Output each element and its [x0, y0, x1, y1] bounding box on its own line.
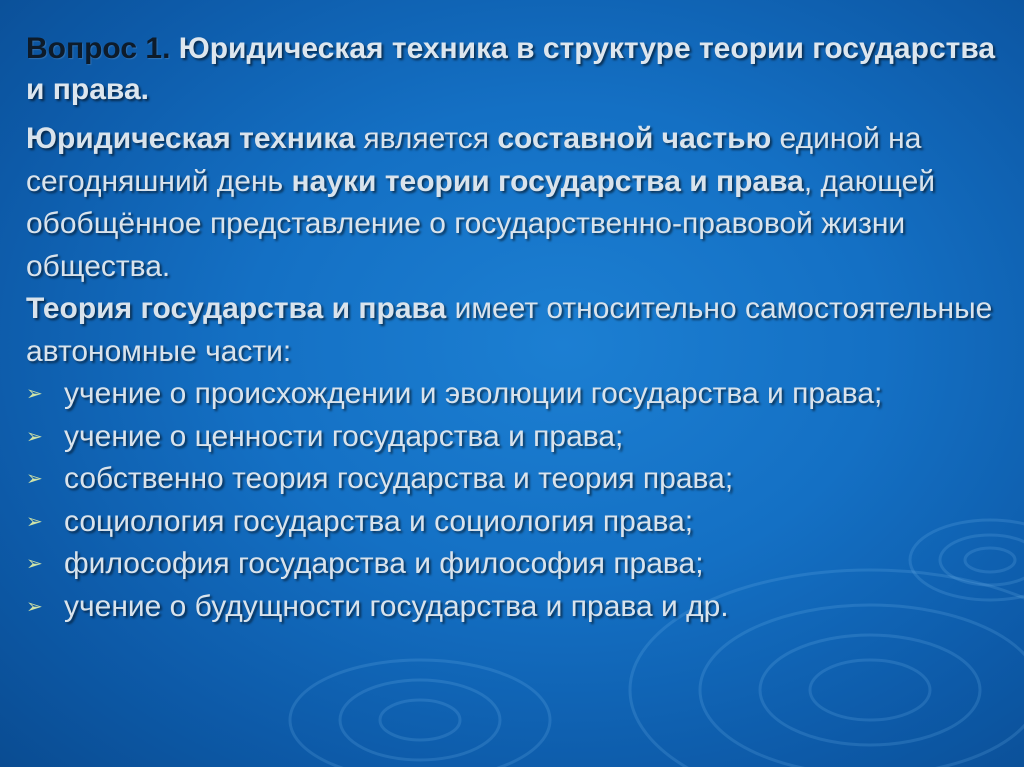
list-item: ➢ учение о происхождении и эволюции государства и права; — [26, 373, 1006, 416]
slide-title — [26, 28, 1006, 110]
arrow-bullet-icon: ➢ — [26, 468, 43, 490]
arrow-bullet-icon: ➢ — [26, 425, 43, 448]
list-item: ➢ философия государства и философия права; — [26, 543, 1006, 586]
arrow-bullet-icon: ➢ — [26, 553, 43, 575]
theory-paragraph: Теория государства и права имеет относительно самостоятельные автономные части: — [26, 292, 993, 368]
list-item: ➢ учение о ценности государства и права; — [26, 416, 1006, 459]
list-item: ➢ собственно теория государства и теория права; — [26, 458, 1006, 501]
arrow-bullet-icon: ➢ — [26, 595, 43, 618]
arrow-bullet-icon: ➢ — [26, 510, 43, 533]
list-item: ➢ учение о будущности государства и права и др. — [26, 586, 1006, 629]
slide-content — [26, 28, 1006, 628]
term-theory: Теория государства и права — [26, 292, 447, 325]
term-science: науки теории государства и права — [291, 164, 804, 198]
term-legal-technique: Юридическая техника — [26, 122, 356, 155]
intro-paragraph: Юридическая техника является составной частью единой на сегодняшний день науки теории государства и права, дающей обобщённое представление о государственно-правовой жизни общества. — [26, 122, 936, 283]
parts-list — [26, 373, 1006, 628]
arrow-bullet-icon: ➢ — [26, 383, 43, 405]
question-number: Вопрос 1. — [26, 32, 171, 65]
term-integral-part: составной частью — [497, 122, 772, 155]
list-item: ➢ социология государства и социология права; — [26, 501, 1006, 544]
title-text: Юридическая техника в структуре теории государства и права. — [26, 32, 996, 106]
